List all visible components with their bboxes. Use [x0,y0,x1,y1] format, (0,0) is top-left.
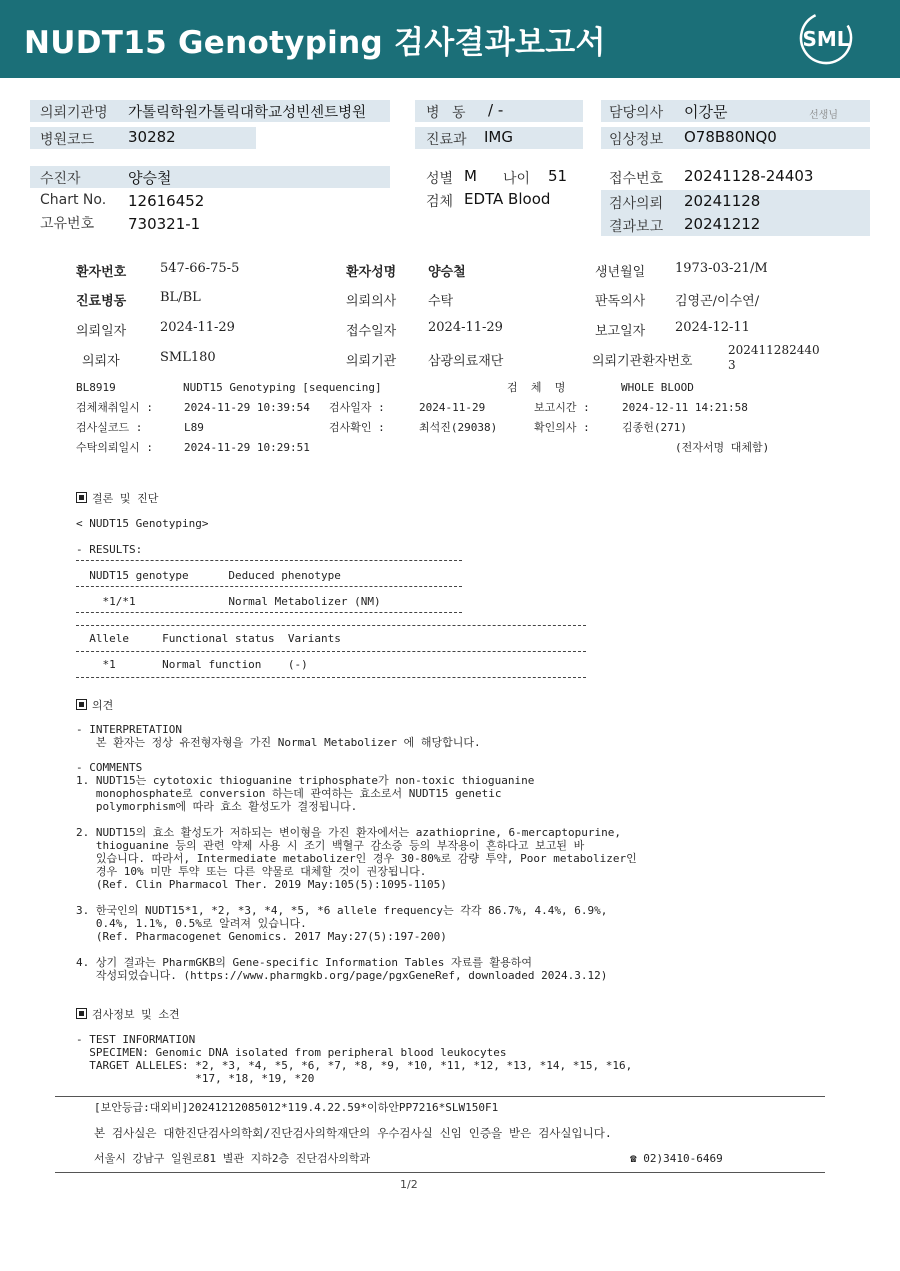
patient-value: 양승철 [128,169,172,187]
divider [76,586,462,587]
grid-value: SML180 [160,350,216,365]
table2-header: Allele Functional status Variants [76,632,341,645]
report-value: 20241212 [684,215,761,233]
esign-note: (전자서명 대체함) [675,441,770,454]
chart-value: 12616452 [128,192,205,210]
uid-label: 고유번호 [40,216,95,232]
grid-value: 수탁 [428,294,454,309]
receipt-value: 20241128-24403 [684,167,814,185]
clinical-value: O78B80NQ0 [684,128,777,146]
grid-label: 의뢰의사 [346,294,397,309]
phone-line: ☎ 02)3410-6469 [630,1152,723,1165]
section-bullet-icon [76,492,87,503]
age-label: 나이 [503,171,531,187]
reporttime-value: 2024-12-11 14:21:58 [622,401,748,414]
security-line: [보안등급:대외비]20241212085012*119.4.22.59*이하안PP7216*SLW150F1 [94,1101,499,1114]
checker-label: 검사확인 : [329,421,385,434]
grid-value: 김영곤/이수연/ [675,294,760,309]
reporttime-label: 보고시간 : [534,401,590,414]
section-bullet-icon [76,1008,87,1019]
hospcode-label: 병원코드 [40,132,95,148]
lab-label: 검사실코드 : [76,421,143,434]
patient-bar [30,166,390,188]
grid-label: 의뢰일자 [76,324,127,339]
grid-label: 의뢰기관환자번호 [592,354,693,369]
sex-label: 성별 [426,171,454,187]
grid-label: 진료병동 [76,294,127,309]
divider [76,560,462,561]
test-information: - TEST INFORMATION SPECIMEN: Genomic DNA isolated from peripheral blood leukocytes TARGET ALLELES: *2, *3, *4, *5, *6, *7, *8, *9, *10, *11, *12, *13, *14, *15, *16, *17, *18, *19, *20 [76,1033,633,1085]
ward-label: 병 동 [426,105,470,121]
address-line: 서울시 강남구 일원로81 별관 지하2층 진단검사의학과 [94,1152,371,1165]
report-title: NUDT15 Genotyping 검사결과보고서 [24,25,606,61]
specimen-label: 검체 [426,194,454,210]
receipt-label: 접수번호 [609,171,664,187]
grid-value: 삼광의료재단 [428,354,504,369]
table2-row: *1 Normal function (-) [76,658,308,671]
grid-label: 의뢰자 [82,354,120,369]
page-number: 1/2 [400,1178,418,1191]
section-title: 결론 및 진단 [92,492,159,505]
results-title: - RESULTS: [76,543,143,556]
section-conclusion [76,490,158,506]
section-title: 검사정보 및 소견 [92,1008,180,1021]
grid-value: 2024-11-29 [428,320,503,335]
hospital-value: 가톨릭학원가톨릭대학교성빈센트병원 [128,105,367,121]
section-testinfo [76,1006,180,1022]
grid-label: 생년월일 [595,265,646,280]
lab-value: L89 [184,421,204,434]
exam-spec-label: 검 체 명 [507,381,566,394]
grid-label: 판독의사 [595,294,646,309]
footer-divider [55,1096,825,1097]
grid-label: 환자번호 [76,265,127,280]
interpretation-text: 본 환자는 정상 유전형자형을 가진 Normal Metabolizer 에 해당합니다. [76,736,481,749]
logo-text: SML [802,27,850,51]
confirm-value: 김종헌(271) [622,421,687,434]
hospital-label: 의뢰기관명 [40,105,108,121]
checker-value: 최석진(29038) [419,421,498,434]
collect-label: 검체채취일시 : [76,401,154,414]
grid-value: 2024-11-29 [160,320,235,335]
comment-3: 3. 한국인의 NUDT15*1, *2, *3, *4, *5, *6 allele frequency는 각각 86.7%, 4.4%, 6.9%, 0.4%, 1.1%, 0.5%로 알려져 있습니다. (Ref. Pharmacogenet Genomics. 2017 May:27(5):197-200) [76,904,608,943]
divider [76,651,586,652]
section-bullet-icon [76,699,87,710]
grid-label: 접수일자 [346,324,397,339]
request-value: 20241128 [684,192,761,210]
hospcode-value: 30282 [128,128,176,146]
grid-value: 2024-12-11 [675,320,750,335]
grid-value: 1973-03-21/M [675,261,768,276]
sex-value: M [464,167,477,185]
chart-label: Chart No. [40,192,107,208]
table1-header: NUDT15 genotype Deduced phenotype [76,569,341,582]
request-label: 검사의뢰 [609,196,664,212]
grid-label: 보고일자 [595,324,646,339]
comments-title: - COMMENTS [76,761,143,774]
grid-value: BL/BL [160,290,201,305]
certification-line: 본 검사실은 대한진단검사의학회/진단검사의학재단의 우수검사실 신임 인증을 받은 검사실입니다. [94,1126,612,1140]
clinical-label: 임상정보 [609,132,664,148]
grid-label: 의뢰기관 [346,354,397,369]
divider [76,677,586,678]
uid-value: 730321-1 [128,215,201,233]
doctor-suffix: 선생님 [809,110,838,121]
age-value: 51 [548,167,568,185]
dept-value: IMG [484,128,513,146]
divider [76,612,462,613]
confirm-label: 확인의사 : [534,421,590,434]
comment-2: 2. NUDT15의 효소 활성도가 저하되는 변이형을 가진 환자에서는 azathioprine, 6-mercaptopurine, thioguanine 등의 관련 약제 사용 시 조기 백혈구 감소증 등의 부작용이 흔하다고 보고된 바 있습니다. 따라서, Intermediate metabolizer인 경우 30-80%로 감량 투약, Poor metabolizer인 경우 10% 미만 투약 또는 다른 약물로 대체할 것이 권장됩니다. (Ref. Clin Pharmacol Ther. 2019 May:105(5):1095-1105) [76,826,637,891]
exam-name: NUDT15 Genotyping [sequencing] [183,381,382,394]
testdate-value: 2024-11-29 [419,401,486,414]
grid-value: 202411282440 [728,343,820,357]
consign-label: 수탁의뢰일시 : [76,441,154,454]
grid-value: 547-66-75-5 [160,261,240,276]
section-opinion [76,697,113,713]
section-title: 의견 [92,699,114,712]
sml-logo [798,10,854,66]
consign-value: 2024-11-29 10:29:51 [184,441,310,454]
collect-value: 2024-11-29 10:39:54 [184,401,310,414]
comment-1: 1. NUDT15는 cytotoxic thioguanine triphosphate가 non-toxic thioguanine monophosphate로 conversion 하는데 관여하는 효소로서 NUDT15 genetic polymorphism에 따라 효소 활성도가 결정됩니다. [76,774,535,813]
table1-row: *1/*1 Normal Metabolizer (NM) [76,595,381,608]
patient-label: 수진자 [40,171,81,187]
ward-value: / - [488,101,504,119]
dept-label: 진료과 [426,132,467,148]
interpretation-title: - INTERPRETATION [76,723,182,736]
divider [76,625,586,626]
grid-value: 양승철 [428,265,466,280]
exam-spec: WHOLE BLOOD [621,381,694,394]
exam-code: BL8919 [76,381,116,394]
report-label: 결과보고 [609,219,664,235]
doctor-label: 담당의사 [609,105,664,121]
testdate-label: 검사일자 : [329,401,385,414]
comment-4: 4. 상기 결과는 PharmGKB의 Gene-specific Information Tables 자료를 활용하여 작성되었습니다. (https://www.pharmgkb.org/page/pgxGeneRef, downloaded 2024.3.12) [76,956,608,982]
report-header [0,0,900,78]
grid-value-wrap: 3 [728,358,736,372]
genotyping-title: < NUDT15 Genotyping> [76,517,209,530]
grid-label: 환자성명 [346,265,397,280]
doctor-value: 이강문 [684,103,728,121]
specimen-value: EDTA Blood [464,190,551,208]
footer-divider [55,1172,825,1173]
